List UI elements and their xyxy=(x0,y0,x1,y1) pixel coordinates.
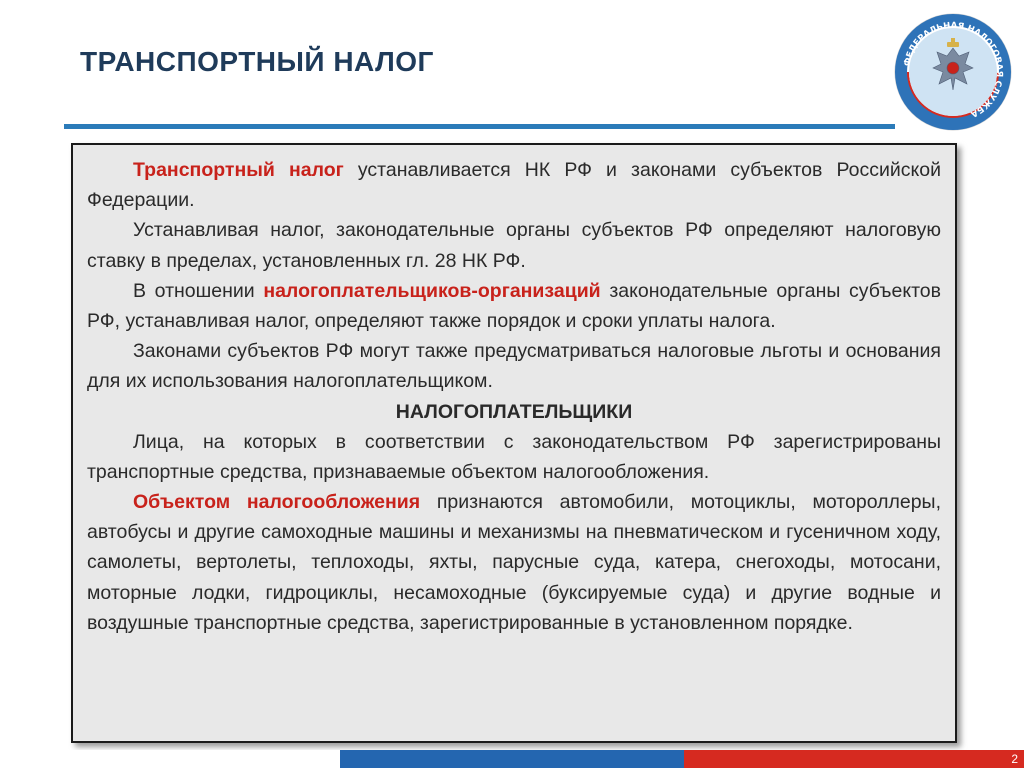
paragraph-4: Законами субъектов РФ могут также предусматриваться налоговые льготы и основания для их использования налогоплательщиком. xyxy=(87,340,941,393)
paragraph-1 xyxy=(87,155,941,215)
paragraph-6 xyxy=(87,487,941,638)
paragraph-3-after: законодательные органы субъектов РФ, устанавливая налог, определяют также порядок и сроки уплаты налога. xyxy=(87,279,941,333)
title-underline xyxy=(64,124,895,129)
highlight-transport-tax: Транспортный налог xyxy=(133,159,344,181)
tax-service-emblem-icon xyxy=(893,12,1013,132)
paragraph-6-text: признаются автомобили, мотоциклы, мотороллеры, автобусы и другие самоходные машины и механизмы на пневматическом и гусеничном ходу, самолеты, вертолеты, теплоходы, яхты, парусные суда, катера, снегоходы, мотосани, моторные лодки, гидроциклы, несамоходные (буксируемые суда) и другие водные и воздушные транспортные средства, зарегистрированные в установленном порядке. xyxy=(87,491,941,634)
section-heading: НАЛОГОПЛАТЕЛЬЩИКИ xyxy=(395,400,633,423)
footer-segment-red xyxy=(684,750,1024,768)
footer-segment-white xyxy=(0,750,340,768)
content-box xyxy=(71,143,957,743)
paragraph-2: Устанавливая налог, законодательные органы субъектов РФ определяют налоговую ставку в пределах, установленных гл. 28 НК РФ. xyxy=(87,219,941,272)
highlight-taxation-object: Объектом налогообложения xyxy=(133,491,421,514)
footer-bar xyxy=(0,750,1024,768)
paragraph-3-before: В отношении xyxy=(133,279,264,302)
paragraph-3 xyxy=(87,276,941,336)
page-number: 2 xyxy=(1011,752,1018,766)
paragraph-5: Лица, на которых в соответствии с законодательством РФ зарегистрированы транспортные средства, признаваемые объектом налогообложения. xyxy=(87,430,941,483)
highlight-taxpayer-organizations: налогоплательщиков-организаций xyxy=(263,279,601,302)
footer-segment-blue xyxy=(340,750,684,768)
page-title: ТРАНСПОРТНЫЙ НАЛОГ xyxy=(80,46,434,77)
emblem-ring-text: ФЕДЕРАЛЬНАЯ НАЛОГОВАЯ СЛУЖБА xyxy=(902,20,1005,119)
paragraph-1-text: устанавливается НК РФ и законами субъектов Российской Федерации. xyxy=(87,159,941,212)
